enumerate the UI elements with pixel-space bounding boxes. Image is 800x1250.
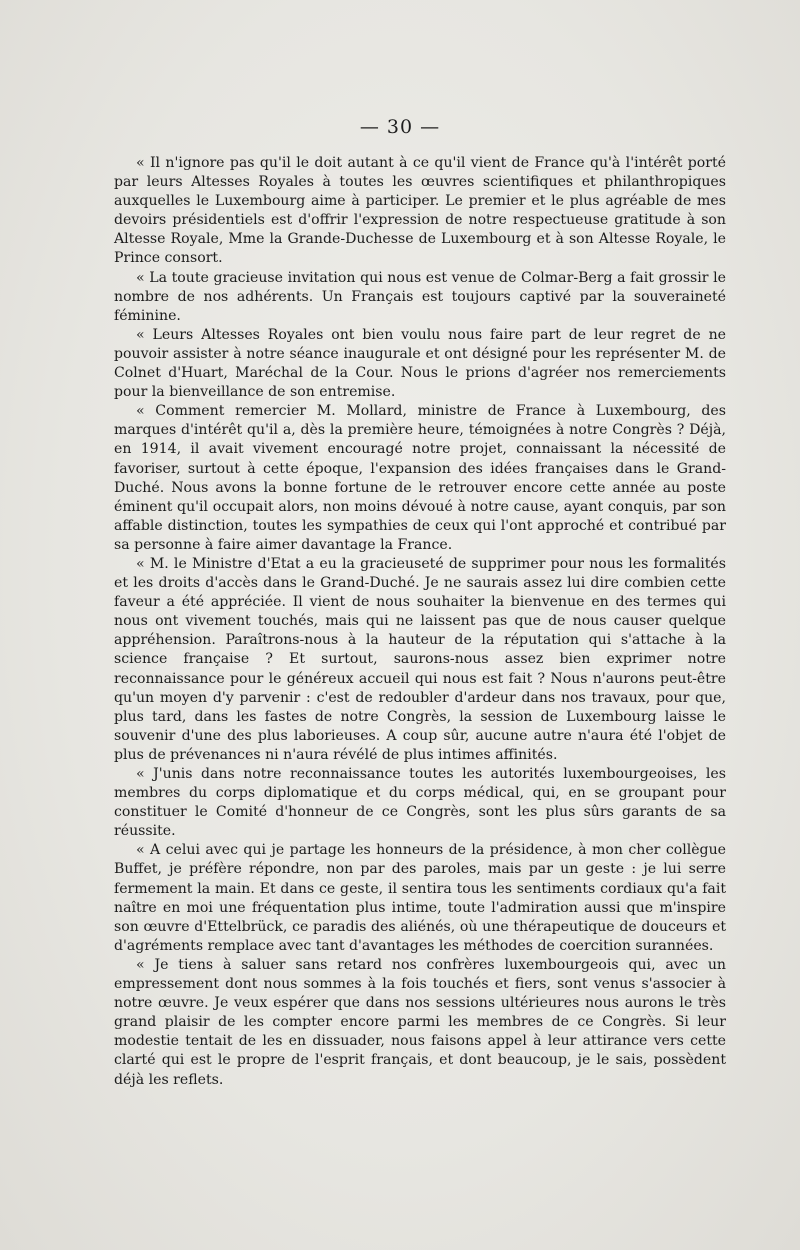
paragraph: « M. le Ministre d'Etat a eu la gracieuseté de supprimer pour nous les formalités et les droits d'accès dans le Grand-Duché. Je ne saurais assez lui dire combien cette faveur a été appréciée. Il vient de nous souhaiter la bienvenue en des termes qui nous ont vivement touchés, mais qui ne laissent pas que de nous causer quelque appréhension. Paraîtrons-nous à la hauteur de la réputation qui s'attache à la science française ? Et surtout, saurons-nous assez bien exprimer notre reconnaissance pour le généreux accueil qui nous est fait ? Nous n'aurons peut-être qu'un moyen d'y parvenir : c'est de redoubler d'ardeur dans nos travaux, pour que, plus tard, dans les fastes de notre Congrès, la session de Luxembourg laisse le souvenir d'une des plus laborieuses. A coup sûr, aucune autre n'aura été l'objet de plus de prévenances ni n'aura révélé de plus intimes affinités.	[114, 555, 726, 763]
paragraph: « Je tiens à saluer sans retard nos confrères luxembourgeois qui, avec un empressement dont nous sommes à la fois touchés et fiers, sont venus s'associer à notre œuvre. Je veux espérer que dans nos sessions ultérieures nous aurons le très grand plaisir de les compter encore parmi les membres de ce Congrès. Si leur modestie tentait de les en dissuader, nous faisons appel à leur attirance vers cette clarté qui est le propre de l'esprit français, et dont beaucoup, je le sais, possèdent déjà les reflets.	[114, 956, 726, 1088]
body-text	[114, 154, 726, 1090]
page-number: — 30 —	[359, 116, 441, 138]
paragraph: « Il n'ignore pas qu'il le doit autant à ce qu'il vient de France qu'à l'intérêt porté par leurs Altesses Royales à toutes les œuvres scientifiques et philanthropiques auxquelles le Luxembourg aime à participer. Le premier et le plus agréable de mes devoirs présidentiels est d'offrir l'expression de notre respectueuse gratitude à son Altesse Royale, Mme la Grande-Duchesse de Luxembourg et à son Altesse Royale, le Prince consort.	[114, 155, 726, 267]
paragraph: « Comment remercier M. Mollard, ministre de France à Luxembourg, des marques d'intérêt qu'il a, dès la première heure, témoignées à notre Congrès ? Déjà, en 1914, il avait vivement encouragé notre projet, connaissant la nécessité de favoriser, surtout à cette époque, l'expansion des idées françaises dans le Grand-Duché. Nous avons la bonne fortune de le retrouver encore cette année au poste éminent qu'il occupait alors, non moins dévoué à notre cause, ayant conquis, par son affable distinction, toutes les sympathies de ceux qui l'ont approché et contribué par sa personne à faire aimer davantage la France.	[114, 403, 726, 553]
paragraph: « La toute gracieuse invitation qui nous est venue de Colmar-Berg a fait grossir le nombre de nos adhérents. Un Français est toujours captivé par la souveraineté féminine.	[114, 269, 726, 324]
paragraph: « A celui avec qui je partage les honneurs de la présidence, à mon cher collègue Buffet, je préfère répondre, non par des paroles, mais par un geste : je lui serre fermement la main. Et dans ce geste, il sentira tous les sentiments cordiaux qu'a fait naître en moi une fréquentation plus intime, toute l'admiration aussi que m'inspire son œuvre d'Ettelbrück, ce paradis des aliénés, où une thérapeutique de douceurs et d'agréments remplace avec tant d'avantages les méthodes de coercition surannées.	[114, 842, 726, 954]
paragraph: « Leurs Altesses Royales ont bien voulu nous faire part de leur regret de ne pouvoir assister à notre séance inaugurale et ont désigné pour les représenter M. de Colnet d'Huart, Maréchal de la Cour. Nous le prions d'agréer nos remerciements pour la bienveillance de son entremise.	[114, 326, 726, 401]
paragraph: « J'unis dans notre reconnaissance toutes les autorités luxembourgeoises, les membres du corps diplomatique et du corps médical, qui, en se groupant pour constituer le Comité d'honneur de ce Congrès, sont les plus sûrs garants de sa réussite.	[114, 766, 726, 840]
